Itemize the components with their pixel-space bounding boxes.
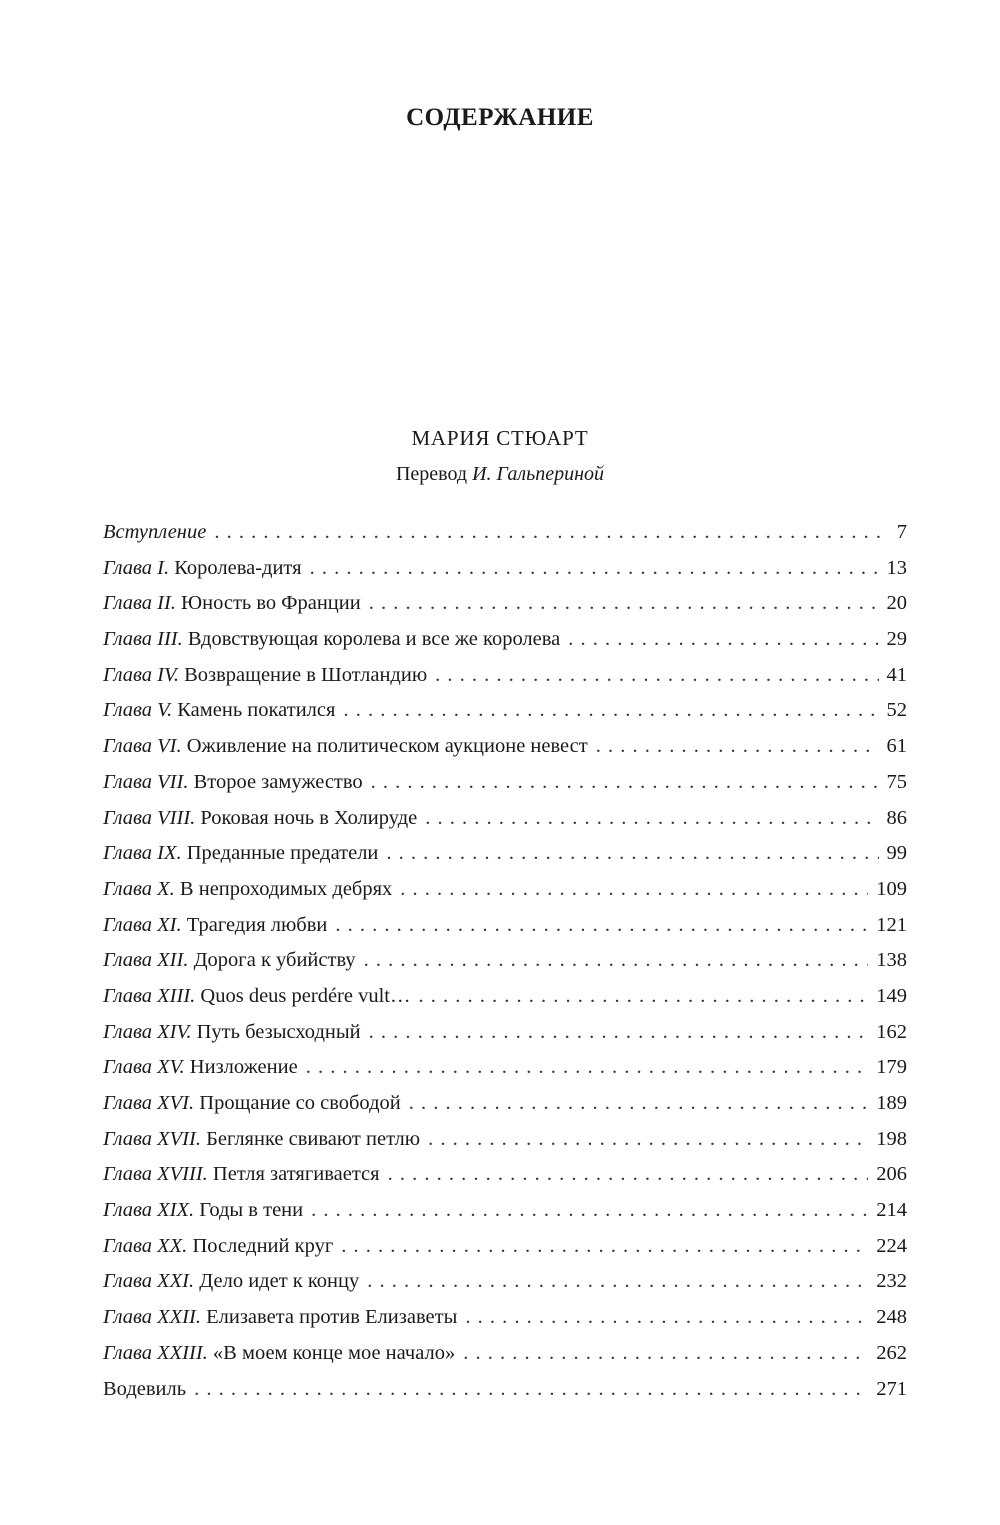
toc-page-number: 149 — [876, 984, 907, 1007]
toc-page-number: 214 — [876, 1199, 907, 1222]
toc-entry[interactable] — [103, 771, 907, 807]
toc-page-number: 179 — [876, 1056, 907, 1079]
toc-label — [103, 807, 417, 830]
toc-chapter-title: Дорога к убийству — [188, 949, 356, 972]
toc-chapter-title: Беглянке свивают петлю — [200, 1127, 421, 1150]
toc-page-number: 198 — [876, 1127, 907, 1150]
toc-page-number: 138 — [876, 949, 907, 972]
toc-chapter-number: Глава V. — [103, 699, 173, 722]
toc-label — [103, 628, 560, 651]
dot-leader — [418, 985, 868, 1008]
toc-entry[interactable] — [103, 1306, 907, 1342]
toc-entry[interactable] — [103, 878, 907, 914]
toc-page-number: 99 — [886, 842, 907, 865]
toc-label — [103, 914, 327, 937]
toc-label — [103, 878, 392, 901]
toc-page-number: 86 — [886, 806, 907, 829]
toc-chapter-title: Трагедия любви — [181, 913, 328, 936]
dot-leader — [371, 771, 879, 794]
toc-label — [103, 1378, 186, 1401]
toc-entry[interactable] — [103, 914, 907, 950]
page-title: СОДЕРЖАНИЕ — [406, 104, 594, 131]
toc-entry[interactable] — [103, 1378, 907, 1414]
toc-chapter-number: Глава II. — [103, 592, 176, 615]
toc-chapter-number: Глава XV. — [103, 1056, 185, 1079]
toc-chapter-number: Глава IV. — [103, 663, 179, 686]
toc-chapter-number: Глава XII. — [103, 949, 189, 972]
toc-entry[interactable] — [103, 842, 907, 878]
dot-leader — [386, 842, 878, 865]
dot-leader — [428, 1128, 868, 1151]
toc-chapter-number: Глава I. — [103, 556, 170, 579]
toc-chapter-title: Годы в тени — [194, 1199, 304, 1222]
toc-chapter-title: Последний круг — [187, 1234, 334, 1257]
toc-entry[interactable] — [103, 1128, 907, 1164]
toc-label — [103, 592, 361, 615]
toc-label — [103, 842, 378, 865]
toc-chapter-title: Водевиль — [103, 1377, 187, 1400]
toc-chapter-number: Глава XIX. — [103, 1199, 195, 1222]
toc-label — [103, 1342, 455, 1365]
toc-label — [103, 1021, 361, 1044]
dot-leader — [400, 878, 868, 901]
toc-page-number: 232 — [876, 1270, 907, 1293]
toc-label — [103, 1092, 401, 1115]
toc-label — [103, 1270, 359, 1293]
toc-entry[interactable] — [103, 1342, 907, 1378]
dot-leader — [341, 1235, 868, 1258]
translator-name: И. Гальпериной — [472, 463, 605, 485]
toc-page-number: 271 — [876, 1377, 907, 1400]
toc-page-number: 162 — [876, 1020, 907, 1043]
toc-page-number: 262 — [876, 1341, 907, 1364]
toc-label — [103, 1306, 457, 1329]
toc-chapter-title: Второе замужество — [188, 770, 363, 793]
toc-page-number: 13 — [886, 556, 907, 579]
toc-label — [103, 699, 335, 722]
toc-chapter-number: Глава XVI. — [103, 1092, 195, 1114]
toc-label — [103, 1056, 298, 1079]
dot-leader — [311, 1199, 868, 1222]
dot-leader — [369, 592, 879, 615]
dot-leader — [463, 1342, 868, 1365]
toc-page-number: 41 — [886, 663, 907, 686]
toc-entry[interactable] — [103, 1199, 907, 1235]
dot-leader — [310, 557, 879, 580]
toc-chapter-number: Глава III. — [103, 628, 183, 651]
toc-page-number: 224 — [876, 1234, 907, 1257]
toc-page-number: 61 — [886, 735, 907, 758]
toc-chapter-title: Роковая ночь в Холируде — [195, 806, 418, 829]
toc-entry[interactable] — [103, 699, 907, 735]
toc-page-number: 248 — [876, 1306, 907, 1329]
toc-entry[interactable] — [103, 985, 907, 1021]
toc-page-number: 20 — [886, 592, 907, 615]
toc-chapter-title: Оживление на политическом аукционе невест — [181, 735, 588, 758]
toc-chapter-title: Елизавета против Елизаветы — [200, 1306, 458, 1329]
toc-entry[interactable] — [103, 949, 907, 985]
toc-chapter-title: «В моем конце мое начало» — [207, 1341, 456, 1364]
toc-chapter-title: Преданные предатели — [181, 842, 379, 865]
toc-chapter-number: Глава VI. — [103, 735, 182, 758]
dot-leader — [425, 807, 878, 830]
dot-leader — [367, 1270, 868, 1293]
toc-chapter-number: Глава XIII. — [103, 984, 196, 1007]
toc-chapter-number: Глава XIV. — [103, 1020, 192, 1043]
toc-label — [103, 985, 410, 1008]
toc-chapter-number: Глава XVIII. — [103, 1163, 208, 1186]
toc-chapter-title: Низложение — [184, 1056, 298, 1079]
toc-label — [103, 557, 302, 580]
toc-page-number: 189 — [876, 1092, 907, 1114]
dot-leader — [194, 1378, 868, 1401]
toc-page-number: 75 — [886, 770, 907, 793]
toc-chapter-number: Глава XVII. — [103, 1127, 201, 1150]
toc-page-number: 7 — [896, 521, 907, 543]
toc-entry[interactable] — [103, 1235, 907, 1271]
toc-chapter-title: Quos deus perdére vult… — [195, 984, 411, 1007]
toc-page-number: 52 — [886, 699, 907, 722]
dot-leader — [388, 1163, 869, 1186]
toc-chapter-title: В непроходимых дебрях — [174, 877, 393, 900]
toc-chapter-number: Глава XI. — [103, 913, 182, 936]
dot-leader — [214, 521, 888, 544]
toc-label — [103, 1235, 333, 1258]
dot-leader — [568, 628, 878, 651]
toc-chapter-number: Глава VIII. — [103, 806, 196, 829]
toc-entry[interactable] — [103, 735, 907, 771]
dot-leader — [335, 914, 868, 937]
translator-prefix: Перевод — [395, 463, 468, 485]
toc-entry[interactable] — [103, 1056, 907, 1092]
toc-page-number: 29 — [886, 628, 907, 651]
toc-page-number: 109 — [876, 877, 907, 900]
toc-label — [103, 1128, 420, 1151]
toc-label — [103, 1163, 380, 1186]
toc-entry[interactable] — [103, 521, 907, 557]
dot-leader — [306, 1056, 869, 1079]
toc-entry[interactable] — [103, 807, 907, 843]
toc-chapter-title: Прощание со свободой — [194, 1092, 401, 1114]
dot-leader — [409, 1092, 869, 1115]
section-title: МАРИЯ СТЮАРТ — [411, 426, 589, 450]
toc-entry[interactable] — [103, 664, 907, 700]
toc-chapter-title: Дело идет к концу — [194, 1270, 360, 1293]
toc-label — [103, 521, 206, 544]
toc-chapter-number: Глава VII. — [103, 770, 189, 793]
toc-chapter-title: Камень покатился — [172, 699, 336, 722]
toc-label — [103, 949, 356, 972]
translator-credit — [0, 463, 1000, 486]
toc-entry[interactable] — [103, 1021, 907, 1057]
toc-chapter-title: Возвращение в Шотландию — [178, 663, 428, 686]
toc-chapter-number: Глава XXII. — [103, 1306, 201, 1329]
toc-chapter-number: Глава X. — [103, 877, 175, 900]
toc-label — [103, 735, 588, 758]
toc-page-number: 206 — [876, 1163, 907, 1186]
toc-chapter-number: Глава XXIII. — [103, 1341, 208, 1364]
dot-leader — [343, 699, 878, 722]
table-of-contents — [103, 521, 907, 1413]
toc-label — [103, 771, 363, 794]
toc-entry[interactable] — [103, 1163, 907, 1199]
toc-entry[interactable] — [103, 1270, 907, 1306]
toc-entry[interactable] — [103, 592, 907, 628]
dot-leader — [369, 1021, 869, 1044]
toc-entry[interactable] — [103, 557, 907, 593]
toc-chapter-title: Королева-дитя — [169, 556, 302, 579]
toc-entry[interactable] — [103, 628, 907, 664]
dot-leader — [435, 664, 878, 687]
dot-leader — [364, 949, 869, 972]
toc-chapter-number: Глава IX. — [103, 842, 182, 865]
dot-leader — [596, 735, 879, 758]
toc-page-number: 121 — [876, 913, 907, 936]
toc-chapter-number: Глава XX. — [103, 1234, 188, 1257]
toc-label — [103, 1199, 303, 1222]
toc-chapter-number: Вступление — [103, 521, 207, 543]
toc-chapter-title: Юность во Франции — [175, 592, 361, 615]
toc-chapter-title: Петля затягивается — [207, 1163, 380, 1186]
toc-chapter-title: Вдовствующая королева и все же королева — [182, 628, 561, 651]
toc-chapter-number: Глава XXI. — [103, 1270, 195, 1293]
toc-chapter-title: Путь безысходный — [191, 1020, 361, 1043]
dot-leader — [465, 1306, 868, 1329]
toc-entry[interactable] — [103, 1092, 907, 1128]
toc-label — [103, 664, 427, 687]
